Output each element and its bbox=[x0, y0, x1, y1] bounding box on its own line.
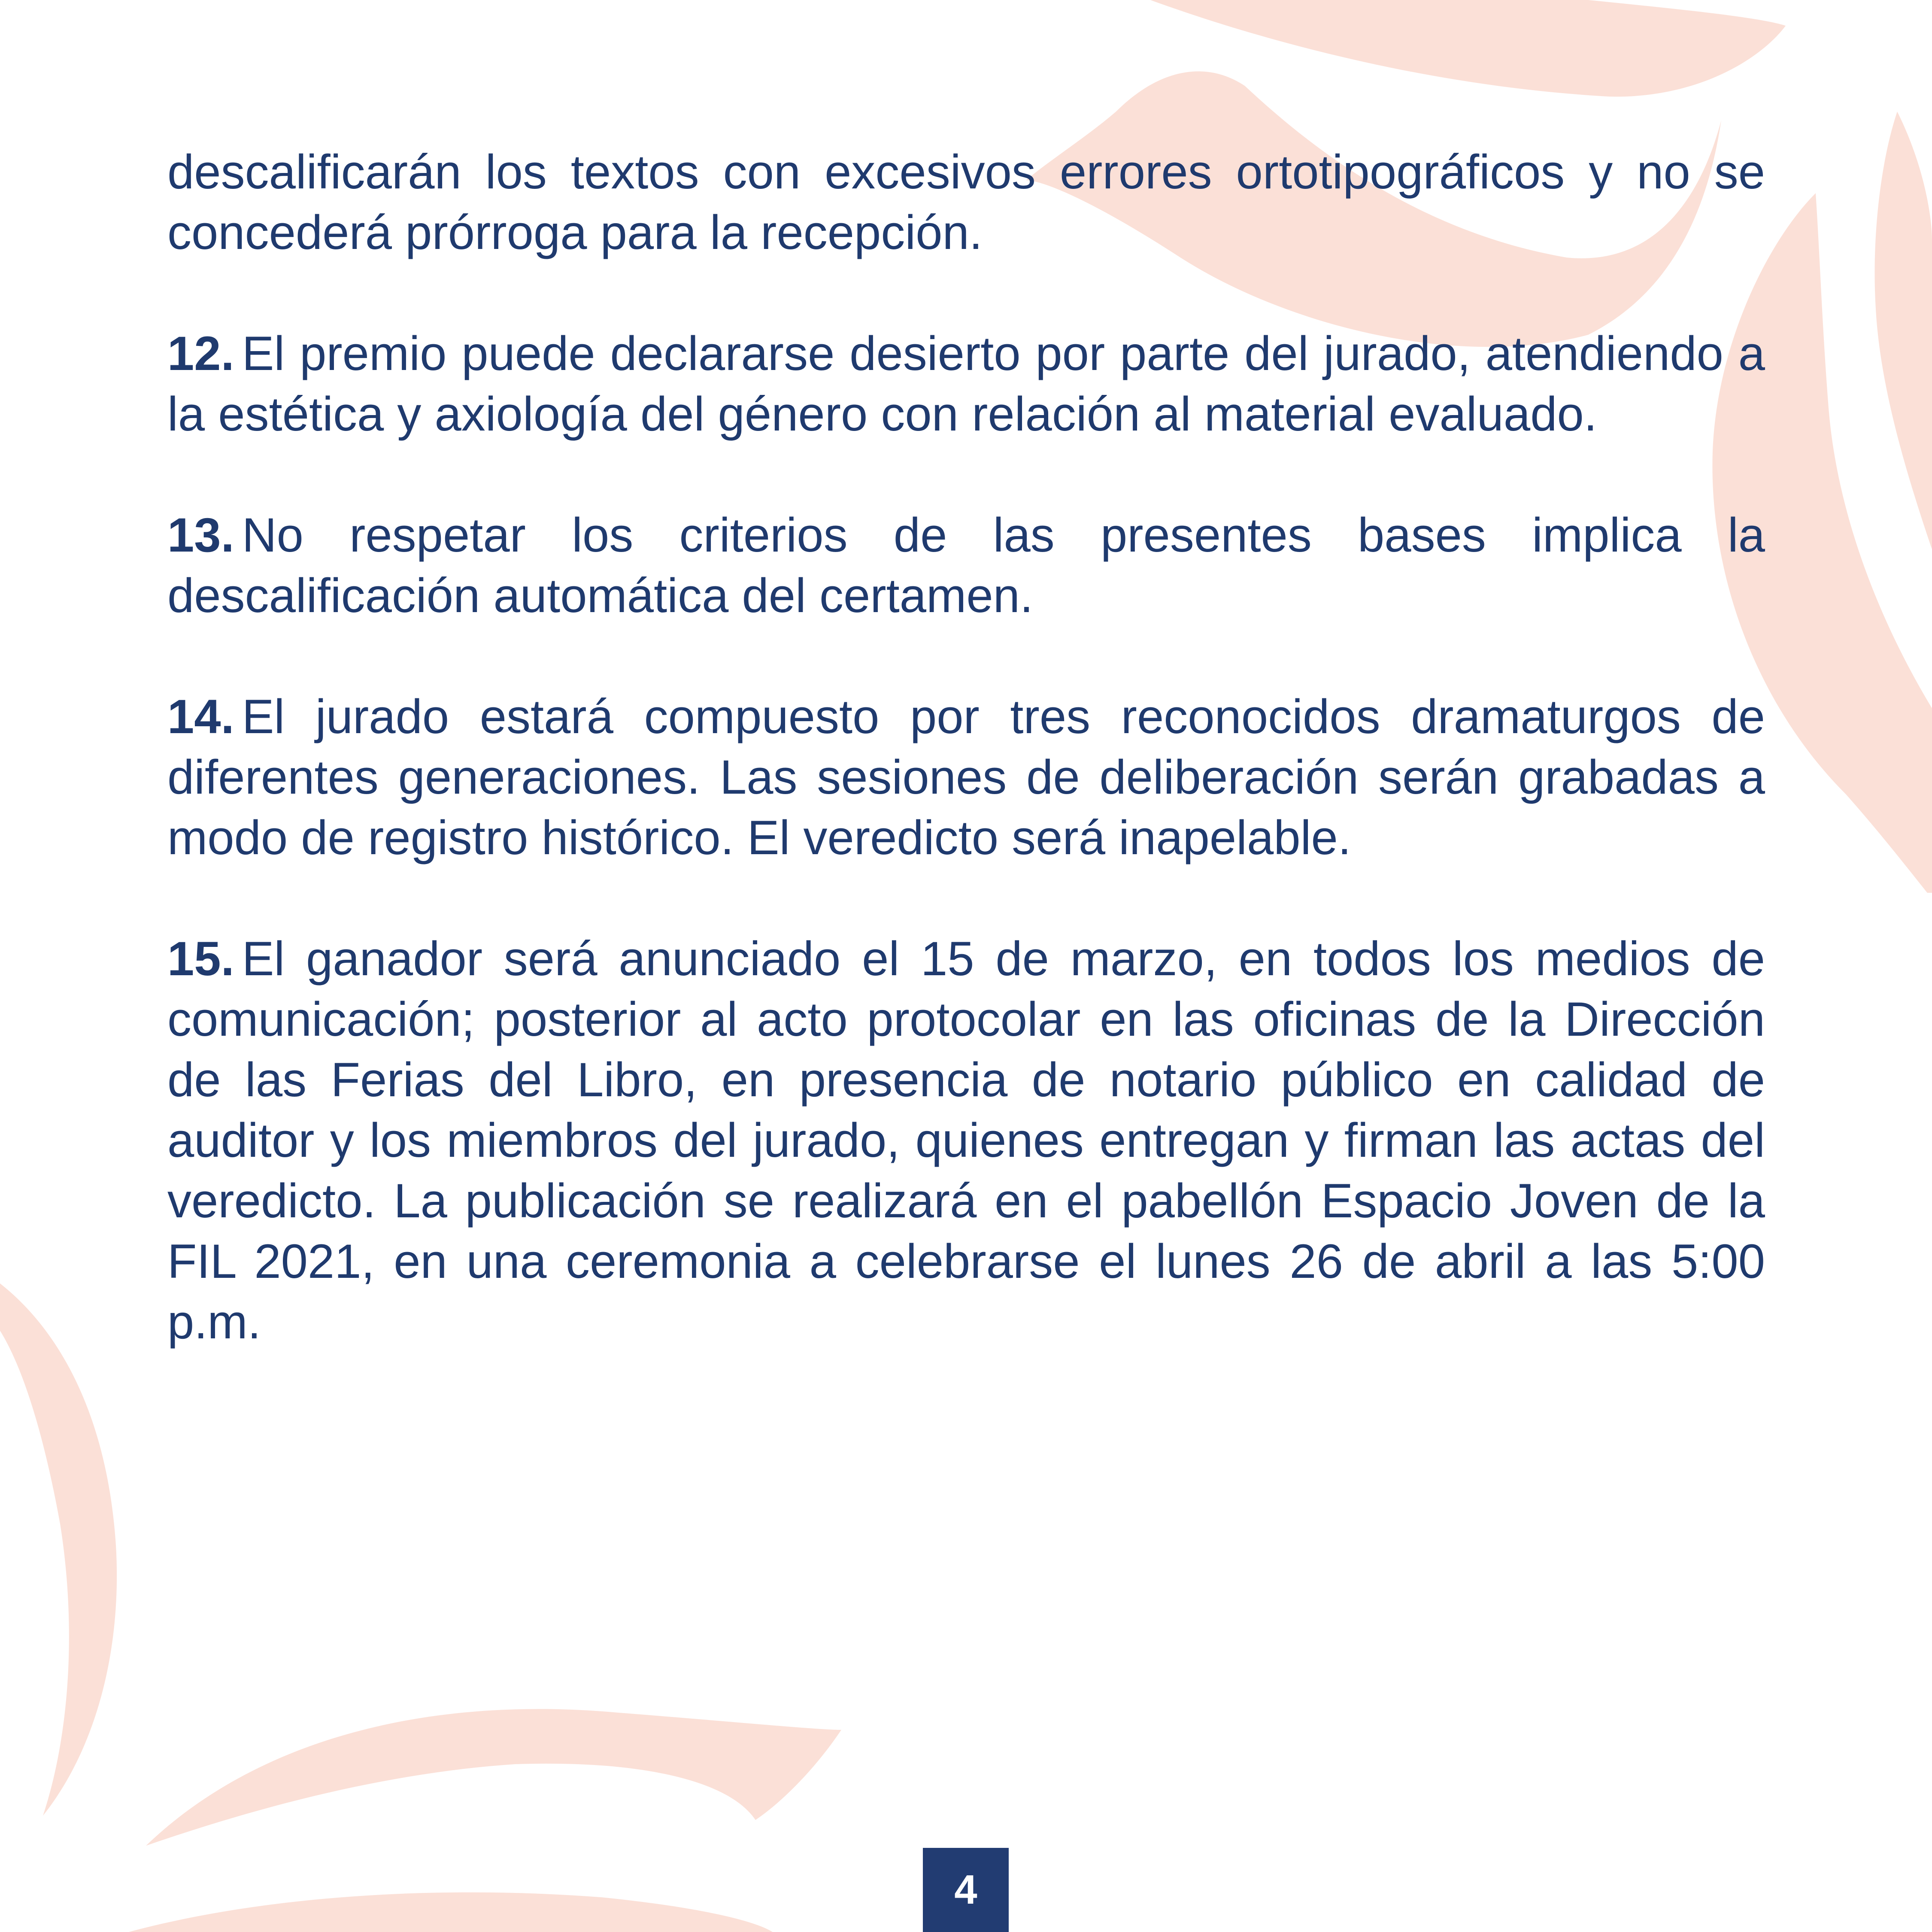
clause-number: 12. bbox=[167, 327, 234, 380]
clause-14 bbox=[167, 686, 1765, 868]
clause-text: No respetar los criterios de las presentes bases implica la descalificación automática del certamen. bbox=[167, 508, 1765, 622]
leaf-top-band bbox=[1150, 0, 1786, 97]
clause-15 bbox=[167, 928, 1765, 1352]
clause-13 bbox=[167, 505, 1765, 626]
leaf-left-lower bbox=[0, 1283, 117, 1816]
page-number: 4 bbox=[954, 1867, 977, 1913]
clause-text: El jurado estará compuesto por tres reconocidos dramaturgos de diferentes generaciones. Las sesiones de deliberación serán grabadas a modo de registro histórico. El veredicto será inapelable. bbox=[167, 690, 1765, 864]
clause-number: 15. bbox=[167, 932, 234, 986]
page-number-badge bbox=[923, 1848, 1009, 1932]
continuation-paragraph: descalificarán los textos con excesivos errores ortotipográficos y no se concederá prórroga para la recepción. bbox=[167, 145, 1765, 259]
document-body bbox=[167, 142, 1765, 1413]
clause-number: 14. bbox=[167, 690, 234, 743]
clause-text: El ganador será anunciado el 15 de marzo, en todos los medios de comunicación; posterior al acto protocolar en las oficinas de la Dirección de las Ferias del Libro, en presencia de notario público en calidad de auditor y los miembros del jurado, quienes entregan y firman las actas del veredicto. La publicación se realizará en el pabellón Espacio Joven de la FIL 2021, en una ceremonia a celebrarse el lunes 26 de abril a las 5:00 p.m. bbox=[167, 932, 1765, 1349]
leaf-right-upper bbox=[1874, 112, 1932, 549]
clause-12 bbox=[167, 323, 1765, 444]
clause-text: El premio puede declararse desierto por parte del jurado, atendiendo a la estética y axiología del género con relación al material evaluado. bbox=[167, 327, 1765, 441]
clause-number: 13. bbox=[167, 508, 234, 562]
leaf-bottom-edge bbox=[129, 1893, 773, 1932]
leaf-bottom-band bbox=[146, 1709, 841, 1846]
